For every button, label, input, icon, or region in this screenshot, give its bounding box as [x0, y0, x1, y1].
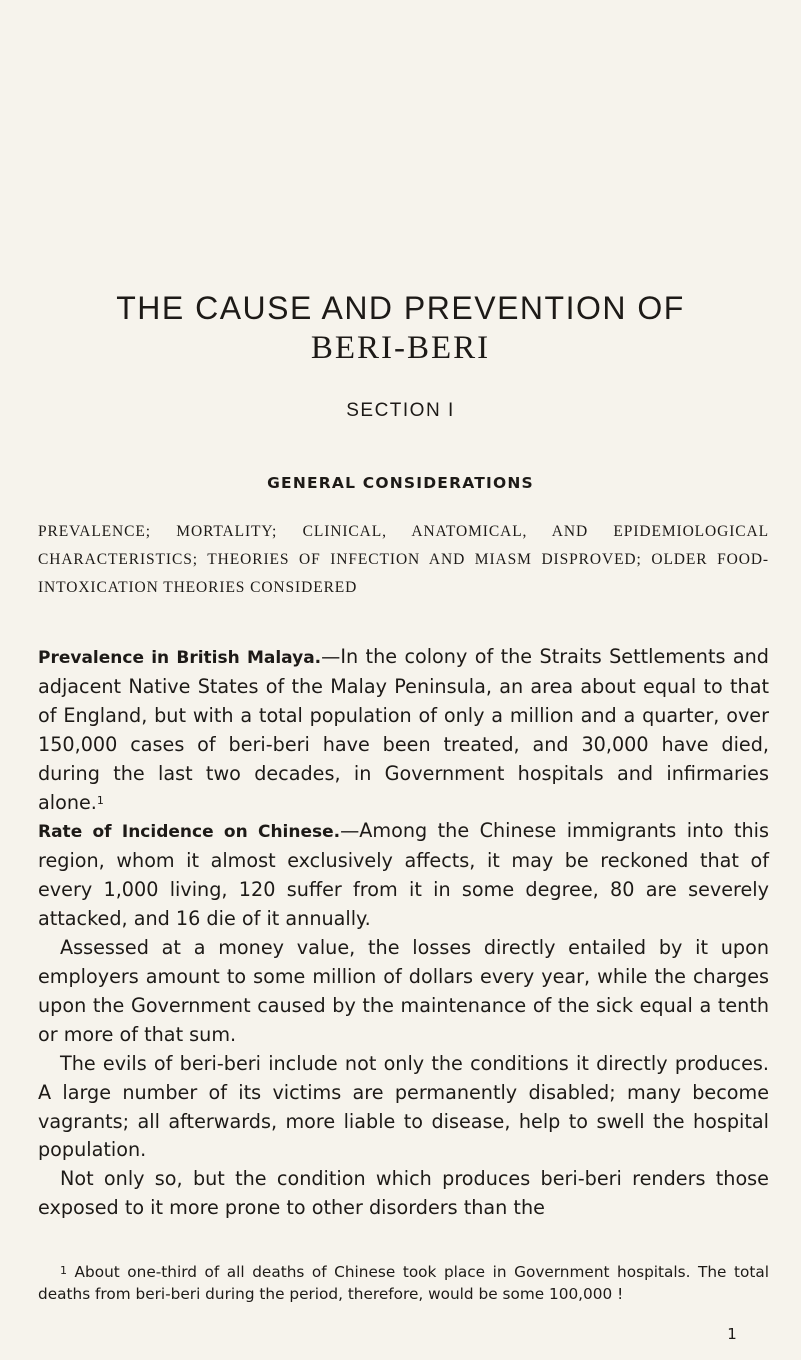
section-label: SECTION I	[346, 400, 455, 421]
body-text	[38, 643, 769, 1223]
footnote-ref: 1	[96, 793, 104, 807]
section-title: GENERAL CONSIDERATIONS	[267, 474, 534, 492]
footnote	[38, 1262, 769, 1305]
paragraph-evils: The evils of beri-beri include not only the conditions it directly produces. A large number of its victims are permanently disabled; many become vagrants; all afterwards, more liable to disease, help to swell the hospital population.	[38, 1051, 769, 1162]
paragraph-incidence	[38, 817, 769, 934]
section-synopsis	[38, 518, 769, 602]
chapter-title-line-2: BERI-BERI	[310, 330, 491, 366]
page-number: 1	[727, 1325, 737, 1343]
paragraph-prevalence	[38, 643, 769, 817]
run-in-heading: Rate of Incidence on Chinese.	[38, 822, 341, 843]
footnote-body	[38, 1262, 769, 1305]
paragraph-not-only: Not only so, but the condition which produces beri-beri renders those exposed to it more prone to other disorders than the	[38, 1167, 769, 1220]
paragraph-text: —Among the Chinese immigrants into this region, whom it almost exclusively affects, it may be reckoned that of every 1,000 living, 120 suffer from it in some degree, 80 are severely attacked, and 16 die of it annually.	[38, 819, 769, 931]
paragraph-money-value: Assessed at a money value, the losses directly entailed by it upon employers amount to some million of dollars every year, while the charges upon the Government caused by the maintenance of the sick equal a tenth or more of that sum.	[38, 936, 769, 1046]
paragraph-text: —In the colony of the Straits Settlements and adjacent Native States of the Malay Peninsula, an area about equal to that of England, but with a total population of only a million and a quarter, over 150,000 cases of beri-beri have been treated, and 30,000 have died, during the last two decades, in Government hospitals and infirmaries alone.	[38, 645, 769, 814]
chapter-title-line-1: THE CAUSE AND PREVENTION OF	[116, 290, 685, 326]
synopsis-text: PREVALENCE; MORTALITY; CLINICAL, ANATOMICAL, AND EPIDEMIOLOGICAL CHARACTERISTICS; THEORIES OF INFECTION AND MIASM DISPROVED; OLDER FOOD-INTOXICATION THEORIES CONSIDERED	[38, 523, 769, 596]
footnote-marker: 1	[60, 1264, 67, 1277]
run-in-heading: Prevalence in British Malaya.	[38, 648, 322, 668]
footnote-text: About one-third of all deaths of Chinese took place in Government hospitals. The total deaths from beri-beri during the period, therefore, would be some 100,000 !	[38, 1263, 769, 1303]
